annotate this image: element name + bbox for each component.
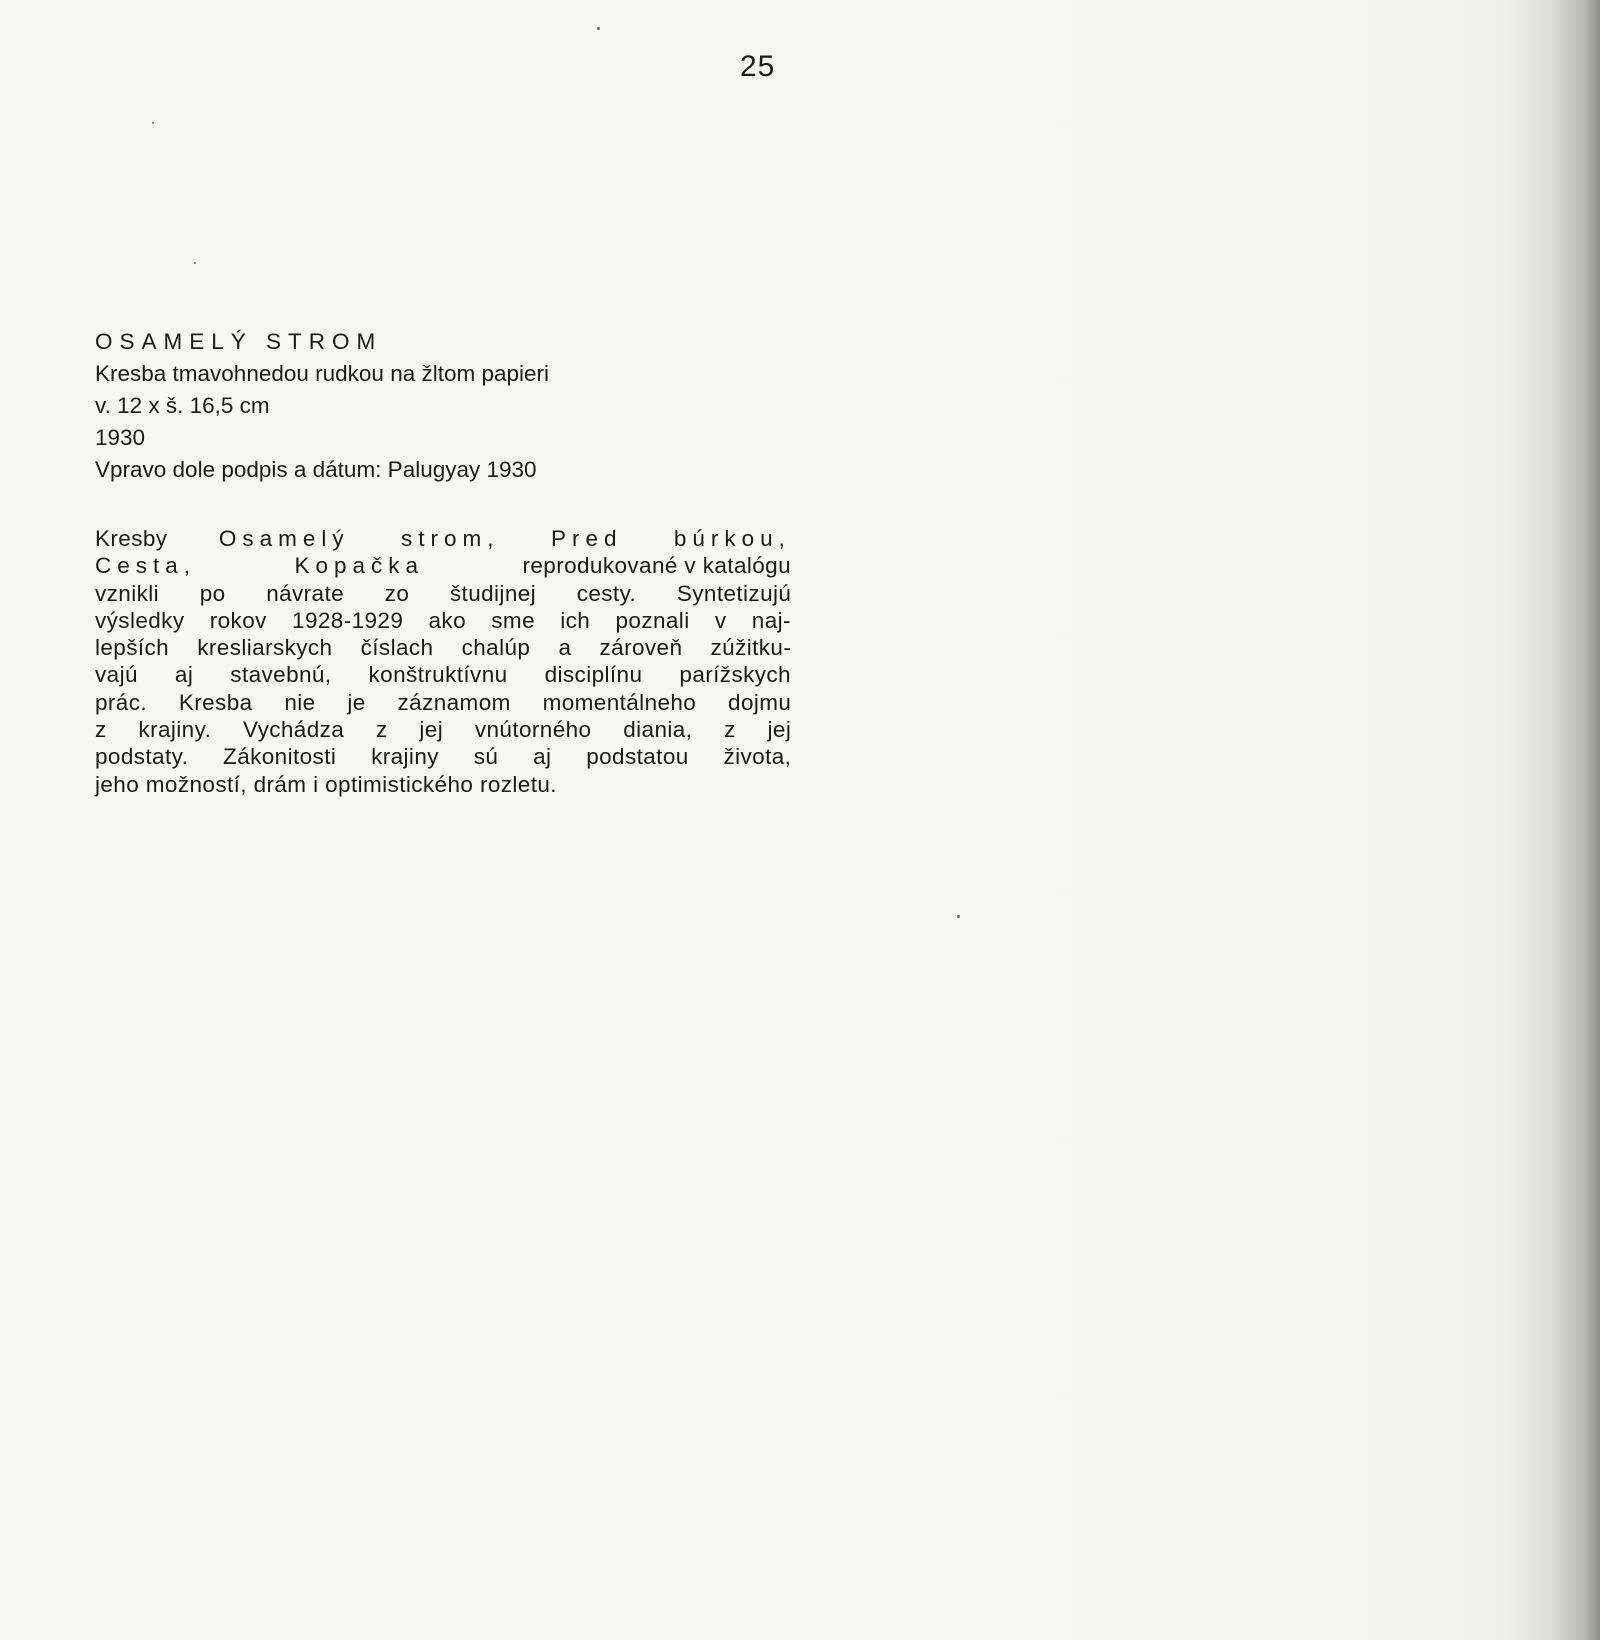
dust-speck xyxy=(194,262,196,264)
paragraph-line xyxy=(95,525,791,552)
line-word: Cesta, xyxy=(95,553,197,579)
paragraph-line: výsledky rokov 1928-1929 ako sme ich poznali v naj- xyxy=(95,607,791,633)
line-word: strom, xyxy=(401,526,500,551)
page-number: 25 xyxy=(740,50,776,83)
artwork-dimensions: v. 12 x š. 16,5 cm xyxy=(95,393,270,418)
line-word: Pred xyxy=(550,526,623,551)
artwork-signature: Vpravo dole podpis a dátum: Palugyay 1930 xyxy=(95,457,537,482)
artwork-title: OSAMELÝ STROM xyxy=(95,329,383,354)
artwork-year: 1930 xyxy=(95,425,146,450)
line-word: reprodukované v katalógu xyxy=(522,553,791,579)
description-paragraph xyxy=(95,525,791,798)
line-word: Kresby xyxy=(95,526,168,551)
paragraph-line: z krajiny. Vychádza z jej vnútorného diania, z jej xyxy=(95,717,792,743)
artwork-medium: Kresba tmavohnedou rudkou na žltom papieri xyxy=(95,361,550,386)
paragraph-line: podstaty. Zákonitosti krajiny sú aj podstatou života, xyxy=(95,744,792,770)
paragraph-line xyxy=(95,552,791,579)
dust-speck xyxy=(957,915,960,918)
paragraph-line: lepších kresliarskych číslach chalúp a zároveň zúžitku- xyxy=(95,635,792,661)
dust-speck xyxy=(597,27,600,30)
line-word: Osamelý xyxy=(218,526,350,551)
line-word: búrkou, xyxy=(673,526,791,551)
dust-speck xyxy=(152,122,154,124)
line-word: Kopačka xyxy=(294,553,425,579)
paragraph-line: prác. Kresba nie je záznamom momentálneho dojmu xyxy=(95,689,792,715)
paragraph-line: vznikli po návrate zo študijnej cesty. Syntetizujú xyxy=(95,580,792,606)
paragraph-line: jeho možností, drám i optimistického rozletu. xyxy=(95,771,557,797)
paragraph-line: vajú aj stavebnú, konštruktívnu disciplínu parížskych xyxy=(95,662,791,688)
artwork-caption xyxy=(95,326,795,486)
